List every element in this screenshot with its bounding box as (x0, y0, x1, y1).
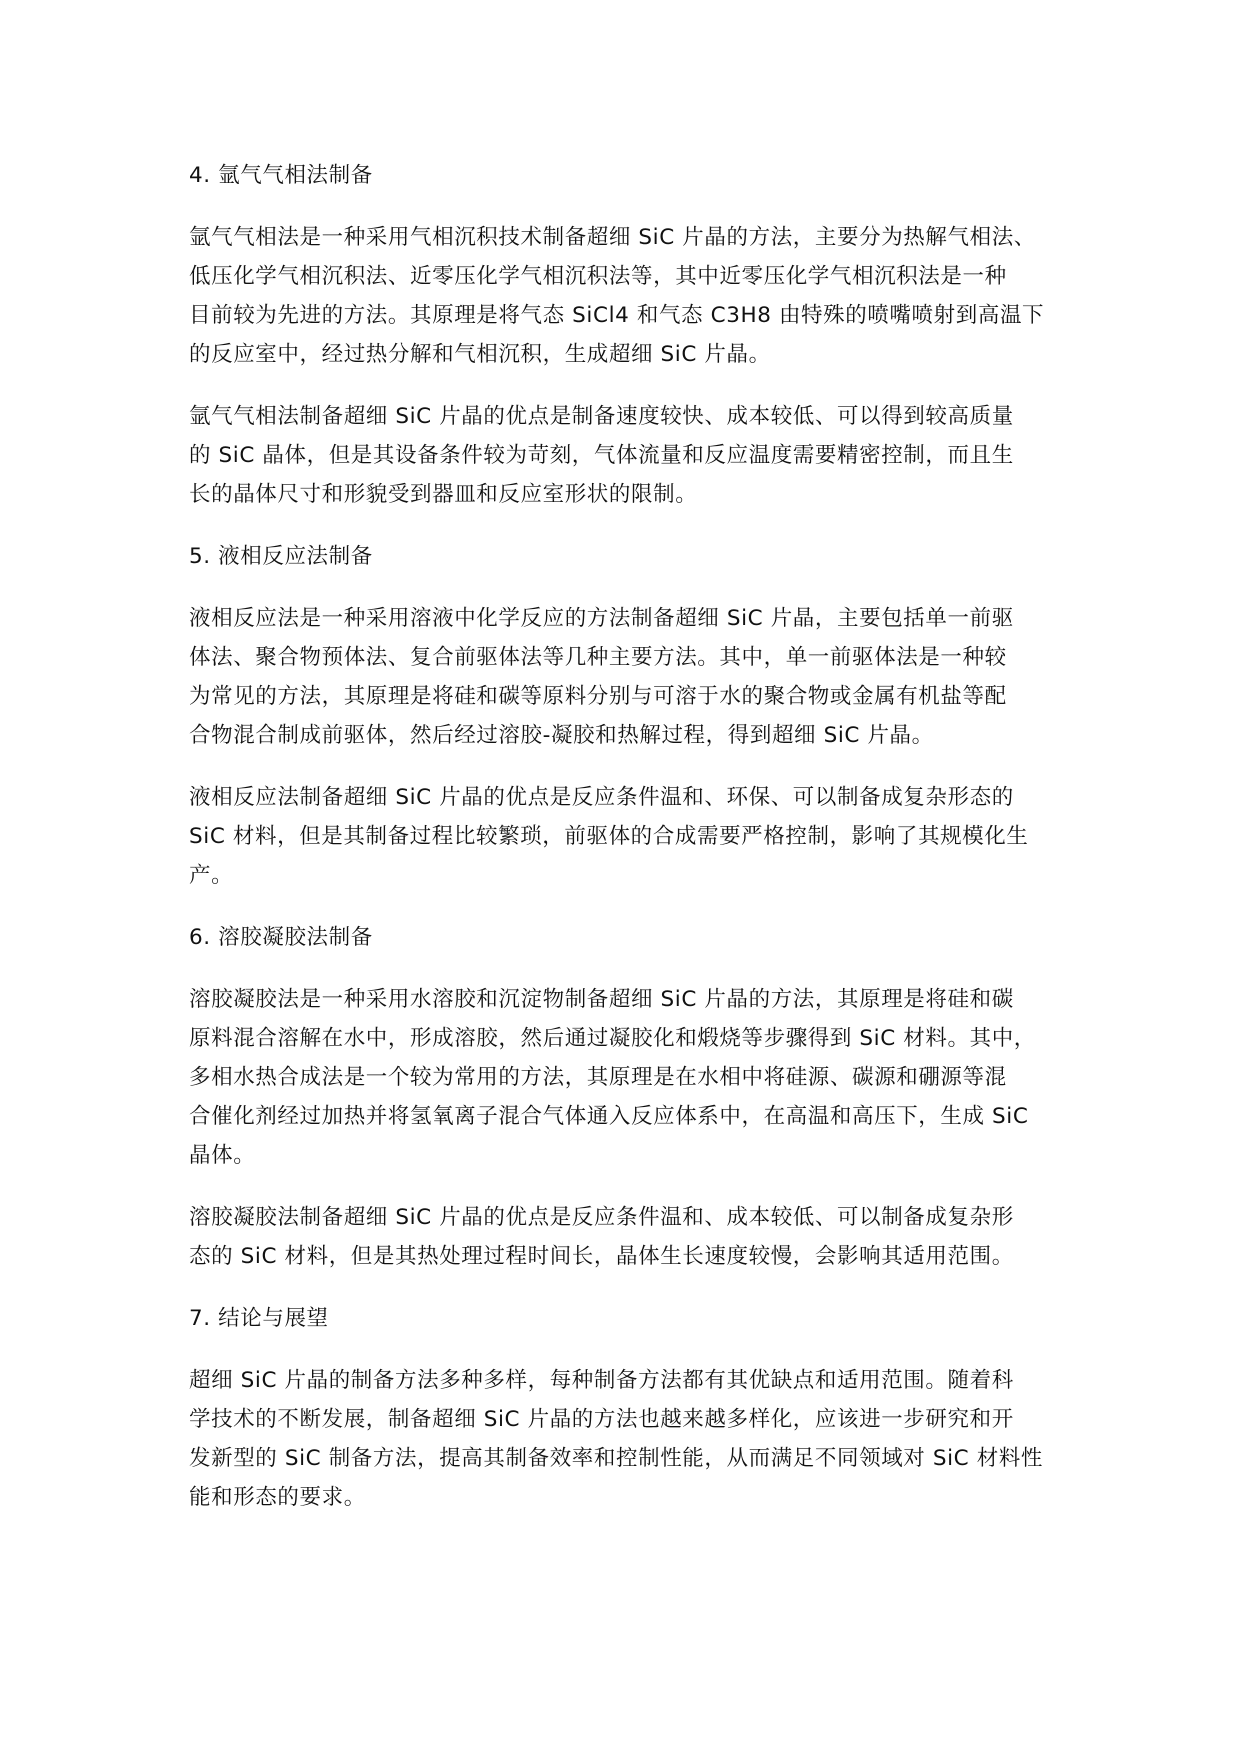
paragraph (189, 980, 1069, 1175)
paragraph (189, 1361, 1069, 1517)
paragraph-line: 低压化学气相沉积法、近零压化学气相沉积法等，其中近零压化学气相沉积法是一种 (189, 264, 1007, 289)
paragraph-line: 的反应室中，经过热分解和气相沉积，生成超细 SiC 片晶。 (189, 342, 771, 367)
paragraph (189, 1198, 1069, 1276)
paragraph-line: 学技术的不断发展，制备超细 SiC 片晶的方法也越来越多样化，应该进一步研究和开 (189, 1407, 1014, 1432)
section-heading: 5. 液相反应法制备 (189, 544, 373, 569)
paragraph-line: 为常见的方法，其原理是将硅和碳等原料分别与可溶于水的聚合物或金属有机盐等配 (189, 684, 1007, 709)
paragraph (189, 218, 1069, 374)
section-heading: 6. 溶胶凝胶法制备 (189, 925, 373, 950)
paragraph-line: 超细 SiC 片晶的制备方法多种多样，每种制备方法都有其优缺点和适用范围。随着科 (189, 1368, 1014, 1393)
paragraph (189, 778, 1069, 895)
paragraph-line: 体法、聚合物预体法、复合前驱体法等几种主要方法。其中，单一前驱体法是一种较 (189, 645, 1007, 670)
paragraph-line: 的 SiC 晶体，但是其设备条件较为苛刻，气体流量和反应温度需要精密控制，而且生 (189, 443, 1014, 468)
paragraph-line: 液相反应法制备超细 SiC 片晶的优点是反应条件温和、环保、可以制备成复杂形态的 (189, 785, 1014, 810)
paragraph-line: 能和形态的要求。 (189, 1485, 366, 1510)
paragraph-line: 态的 SiC 材料，但是其热处理过程时间长，晶体生长速度较慢，会影响其适用范围。 (189, 1244, 1014, 1269)
paragraph-line: 原料混合溶解在水中，形成溶胶，然后通过凝胶化和煅烧等步骤得到 SiC 材料。其中， (189, 1026, 1036, 1051)
paragraph-line: 合催化剂经过加热并将氢氧离子混合气体通入反应体系中，在高温和高压下，生成 SiC (189, 1104, 1029, 1129)
paragraph (189, 397, 1069, 514)
paragraph-line: 氩气气相法制备超细 SiC 片晶的优点是制备速度较快、成本较低、可以得到较高质量 (189, 404, 1014, 429)
paragraph-line: 液相反应法是一种采用溶液中化学反应的方法制备超细 SiC 片晶，主要包括单一前驱 (189, 606, 1014, 631)
paragraph-line: 产。 (189, 863, 234, 888)
paragraph-line: 合物混合制成前驱体，然后经过溶胶-凝胶和热解过程，得到超细 SiC 片晶。 (189, 723, 934, 748)
paragraph-line: 晶体。 (189, 1143, 256, 1168)
paragraph (189, 599, 1069, 755)
paragraph-line: 多相水热合成法是一个较为常用的方法，其原理是在水相中将硅源、碳源和硼源等混 (189, 1065, 1007, 1090)
paragraph-line: 溶胶凝胶法制备超细 SiC 片晶的优点是反应条件温和、成本较低、可以制备成复杂形 (189, 1205, 1014, 1230)
section-heading: 4. 氩气气相法制备 (189, 163, 373, 188)
section-heading: 7. 结论与展望 (189, 1306, 329, 1331)
paragraph-line: 溶胶凝胶法是一种采用水溶胶和沉淀物制备超细 SiC 片晶的方法，其原理是将硅和碳 (189, 987, 1014, 1012)
paragraph-line: 发新型的 SiC 制备方法，提高其制备效率和控制性能，从而满足不同领域对 SiC 材料性 (189, 1446, 1044, 1471)
document-body (189, 156, 1069, 1540)
paragraph-line: SiC 材料，但是其制备过程比较繁琐，前驱体的合成需要严格控制，影响了其规模化生 (189, 824, 1029, 849)
paragraph-line: 氩气气相法是一种采用气相沉积技术制备超细 SiC 片晶的方法，主要分为热解气相法、 (189, 225, 1036, 250)
paragraph-line: 目前较为先进的方法。其原理是将气态 SiCl4 和气态 C3H8 由特殊的喷嘴喷射到高温下 (189, 303, 1045, 328)
paragraph-line: 长的晶体尺寸和形貌受到器皿和反应室形状的限制。 (189, 482, 698, 507)
